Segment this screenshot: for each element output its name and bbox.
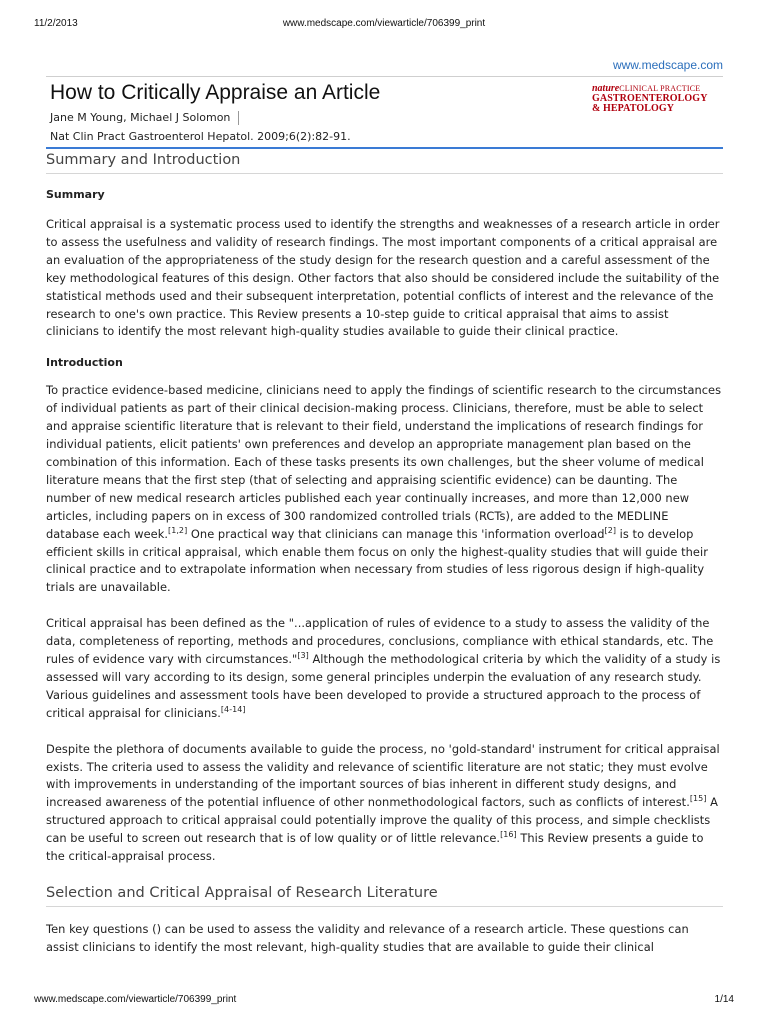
text-run: This Review presents a guide to the critical-appraisal process. bbox=[46, 831, 704, 864]
reference-link[interactable]: [3] bbox=[297, 651, 309, 661]
reference-link[interactable]: [4-14] bbox=[220, 704, 246, 714]
text-run: Although the methodological criteria by which the validity of a study is assessed will vary according to its design, some general principles underpin the evaluation of any research study. Various guidelines and assessment tools have been developed to provide a structured approach to the process of critical appraisal for clinicians. bbox=[46, 652, 721, 720]
site-divider bbox=[46, 76, 723, 77]
article-citation: Nat Clin Pract Gastroenterol Hepatol. 2009;6(2):82-91. bbox=[50, 130, 351, 143]
reference-link[interactable]: [16] bbox=[500, 830, 517, 840]
print-header bbox=[0, 18, 768, 32]
article-header bbox=[50, 80, 570, 144]
reference-link[interactable]: [15] bbox=[689, 794, 707, 804]
journal-logo bbox=[592, 84, 724, 114]
text-run: A structured approach to critical appraisal could potentially improve the quality of this process, and simple checklists can be useful to screen out research that is of low quality or of little relevance. bbox=[46, 795, 719, 846]
introduction-paragraph-3 bbox=[46, 741, 723, 866]
text-run: One practical way that clinicians can manage this 'information overload bbox=[187, 526, 605, 541]
journal-logo-hepato: & HEPATOLOGY bbox=[592, 103, 675, 114]
text-run: To practice evidence-based medicine, clinicians need to apply the findings of scientific research to the circumstances of individual patients as part of their clinical decision-making process. Clinicians, therefore, must be able to select and appraise scientific literature that is relevant to their field, understand the implications of research findings for individual patients, elicit patients' own preferences and develop an appropriate management plan based on the combination of this information. Each of these tasks presents its own challenges, but the sheer volume of medical literature means that the first step (that of selecting and appraising scientific evidence) can be daunting. The number of new medical research articles published each year continually increases, and more than 12,000 new articles, including papers on in excess of 300 randomized controlled trials (RCTs), are added to the MEDLINE database each week. bbox=[46, 383, 722, 541]
page-number: 1/14 bbox=[714, 994, 734, 1005]
reference-link[interactable]: [2] bbox=[604, 525, 617, 535]
header-divider bbox=[46, 147, 723, 149]
article-title: How to Critically Appraise an Article bbox=[50, 81, 381, 104]
journal-logo-clinical-practice: CLINICAL PRACTICE bbox=[619, 84, 701, 93]
print-footer bbox=[0, 994, 768, 1008]
section-title-selection-appraisal: Selection and Critical Appraisal of Research Literature bbox=[46, 885, 723, 907]
introduction-paragraph-2 bbox=[46, 615, 723, 722]
print-date: 11/2/2013 bbox=[34, 18, 78, 29]
medscape-site-link[interactable]: www.medscape.com bbox=[612, 58, 723, 72]
text-run: is to develop efficient skills in critical appraisal, which enable them focus on only the highest-quality studies that will guide their clinical practice and to extrapolate information when necessary from studies of less rigorous design if high-quality trials are unavailable. bbox=[46, 526, 708, 595]
text-run: Despite the plethora of documents available to guide the process, no 'gold-standard' instrument for critical appraisal exists. The criteria used to assess the validity and relevance of scientific literature are not static; they must evolve with improvements in understanding of the important sources of bias inherent in different study designs, and increased awareness of the potential influence of other nonmethodological factors, such as conflicts of interest. bbox=[46, 741, 720, 810]
selection-paragraph: Ten key questions () can be used to assess the validity and relevance of a research article. These questions can assist clinicians to identify the most relevant, high-quality studies that are available to guide their clinical bbox=[46, 922, 689, 954]
summary-paragraph: Critical appraisal is a systematic process used to identify the strengths and weaknesses of a research article in order to assess the usefulness and validity of research findings. The most important components of a critical appraisal are an evaluation of the appropriateness of the study design for the research question and a careful assessment of the key methodological features of this design. Other factors that also should be considered include the suitability of the statistical methods used and their subsequent interpretation, potential conflicts of interest and the relevance of the research to one's own practice. This Review presents a 10-step guide to critical appraisal that aims to assist clinicians to identify the most relevant high-quality studies available to guide their clinical practice. bbox=[46, 217, 720, 339]
section-title-summary-introduction: Summary and Introduction bbox=[46, 152, 723, 174]
introduction-heading: Introduction bbox=[46, 356, 123, 370]
introduction-paragraph-1 bbox=[46, 382, 723, 597]
article-body bbox=[46, 152, 723, 957]
journal-logo-nature: nature bbox=[592, 83, 620, 94]
article-authors: Jane M Young, Michael J Solomon bbox=[50, 111, 239, 125]
reference-link[interactable]: [1,2] bbox=[168, 525, 188, 535]
print-url: www.medscape.com/viewarticle/706399_print bbox=[282, 18, 486, 29]
journal-logo-gastro: GASTROENTEROLOGY bbox=[592, 93, 708, 104]
summary-heading: Summary bbox=[46, 188, 105, 201]
footer-url: www.medscape.com/viewarticle/706399_print bbox=[34, 994, 237, 1005]
text-run: Critical appraisal has been defined as the "...application of rules of evidence to a study to assess the validity of the data, completeness of reporting, methods and procedures, conclusions, compliance with ethical standards, etc. The rules of evidence vary with circumstances." bbox=[46, 616, 714, 667]
